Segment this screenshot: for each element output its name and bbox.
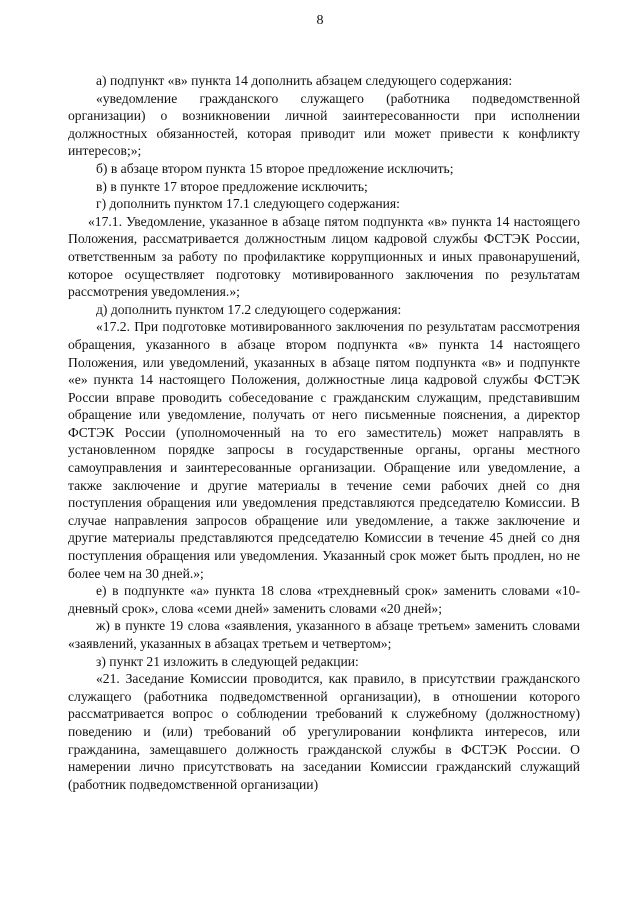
paragraph-v: в) в пункте 17 второе предложение исключить; xyxy=(96,178,368,194)
paragraph-17-2: «17.2. При подготовке мотивированного заключения по результатам рассмотрения обращения, указанного в абзаце втором подпункта «в» пункта 14 настоящего Положения, или уведомлений, указанных в абзаце пятом подпункта «в» и подпункте «е» пункта 14 настоящего Положения, должностные лица кадровой службы ФСТЭК России вправе проводить собеседование с гражданским служащим, представившим обращение или уведомление, получать от него письменные пояснения, а директор ФСТЭК России (уполномоченный на то его заместитель) может направлять в установленном порядке запросы в государственные органы, органы местного самоуправления и заинтересованные организации. Обращение или уведомление, а также заключение и другие материалы в течение семи рабочих дней со дня поступления обращения или уведомления представляются председателю Комиссии. В случае направления запросов обращение или уведомление, а также заключение и другие материалы представляются председателю Комиссии в течение 45 дней со дня поступления обращения или уведомления. Указанный срок может быть продлен, но не более чем на 30 дней.»; xyxy=(68,319,580,581)
paragraph-d: д) дополнить пунктом 17.2 следующего содержания: xyxy=(96,301,402,317)
paragraph-b: б) в абзаце втором пункта 15 второе предложение исключить; xyxy=(96,160,454,176)
paragraph-21: «21. Заседание Комиссии проводится, как правило, в присутствии гражданского служащего (работника подведомственной организации), в отношении которого рассматривается вопрос о соблюдении требований к служебному (должностному) поведению и (или) требований об урегулировании конфликта интересов, или гражданина, замещавшего должность гражданской службы в ФСТЭК России. О намерении лично присутствовать на заседании Комиссии гражданский служащий (работник подведомственной организации) xyxy=(68,671,580,792)
paragraph-e: е) в подпункте «а» пункта 18 слова «трехдневный срок» заменить словами «10-дневный срок», слова «семи дней» заменить словами «20 дней»; xyxy=(68,583,580,616)
paragraph-17-1: «17.1. Уведомление, указанное в абзаце пятом подпункта «в» пункта 14 настоящего Положения, рассматривается должностным лицом кадровой службы ФСТЭК России, ответственным за работу по профилактике коррупционных и иных правонарушений, которое осуществляет подготовку мотивированного заключения по результатам рассмотрения уведомления.»; xyxy=(68,213,580,300)
page-number: 8 xyxy=(316,13,324,28)
paragraph-a-quote: «уведомление гражданского служащего (работника подведомственной организации) о возникновении личной заинтересованности при исполнении должностных обязанностей, которая приводит или может привести к конфликту интересов;»; xyxy=(68,90,580,159)
paragraph-zh: ж) в пункте 19 слова «заявления, указанного в абзаце третьем» заменить словами «заявлений, указанных в абзацах третьем и четвертом»; xyxy=(68,618,580,651)
paragraph-g: г) дополнить пунктом 17.1 следующего содержания: xyxy=(96,196,400,212)
paragraph-z: з) пункт 21 изложить в следующей редакции: xyxy=(96,653,359,669)
paragraph-a: а) подпункт «в» пункта 14 дополнить абзацем следующего содержания: xyxy=(96,73,513,88)
document-body xyxy=(68,72,580,793)
